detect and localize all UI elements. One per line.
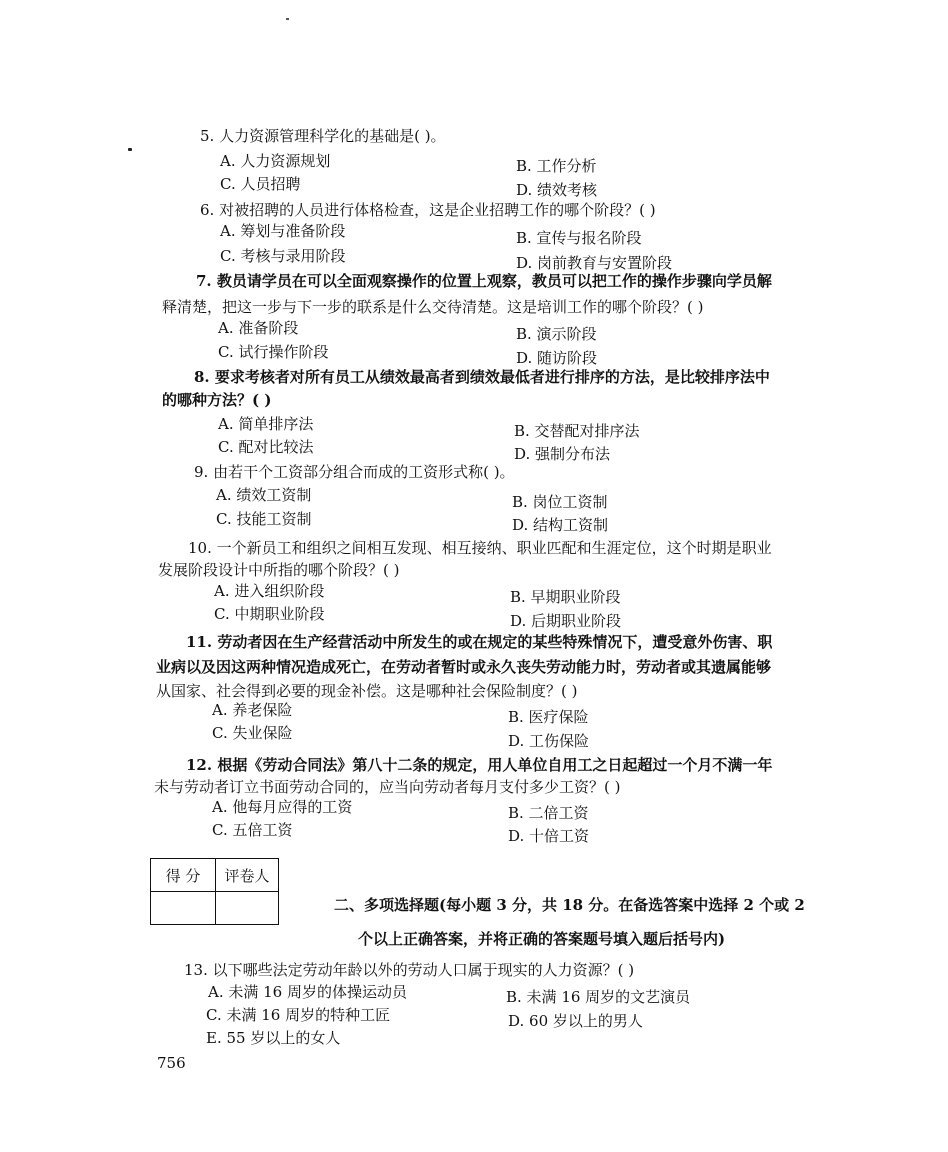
question-8-stem-line1: 8. 要求考核者对所有员工从绩效最高者到绩效最低者进行排序的方法，是比较排序法中 [194, 368, 770, 386]
q11-option-d: D. 工伤保险 [508, 732, 590, 750]
q5-option-b: B. 工作分析 [516, 157, 597, 175]
q11-option-a: A. 养老保险 [212, 701, 293, 719]
question-10-stem-line2: 发展阶段设计中所指的哪个阶段？( ) [158, 561, 400, 579]
q13-option-e: E. 55 岁以上的女人 [206, 1029, 341, 1047]
q10-option-c: C. 中期职业阶段 [214, 605, 325, 623]
q6-option-d: D. 岗前教育与安置阶段 [516, 254, 673, 272]
q7-option-a: A. 准备阶段 [218, 319, 299, 337]
q9-option-b: B. 岗位工资制 [512, 493, 608, 511]
question-7-stem-line1: 7. 教员请学员在可以全面观察操作的位置上观察，教员可以把工作的操作步骤向学员解 [196, 272, 772, 290]
q12-option-b: B. 二倍工资 [508, 804, 589, 822]
q8-option-b: B. 交替配对排序法 [514, 422, 640, 440]
q10-option-d: D. 后期职业阶段 [510, 612, 622, 630]
q6-option-b: B. 宣传与报名阶段 [516, 229, 642, 247]
question-10-stem-line1: 10. 一个新员工和组织之间相互发现、相互接纳、职业匹配和生涯定位，这个时期是职业 [188, 539, 772, 557]
q5-option-c: C. 人员招聘 [220, 175, 301, 193]
q13-option-c: C. 未满 16 周岁的特种工匠 [206, 1006, 391, 1024]
q11-option-c: C. 失业保险 [212, 724, 293, 742]
question-8-stem-line2: 的哪种方法？( ) [162, 391, 272, 409]
page-number: 756 [157, 1054, 186, 1072]
q8-option-c: C. 配对比较法 [218, 438, 314, 456]
question-11-stem-line3: 从国家、社会得到必要的现金补偿。这是哪种社会保险制度？( ) [156, 682, 578, 700]
q8-option-d: D. 强制分布法 [514, 445, 611, 463]
q6-option-c: C. 考核与录用阶段 [220, 247, 346, 265]
q8-option-a: A. 简单排序法 [218, 415, 314, 433]
scan-mark [286, 18, 289, 20]
q12-option-c: C. 五倍工资 [212, 821, 293, 839]
q9-option-c: C. 技能工资制 [216, 510, 312, 528]
score-cell [151, 892, 216, 925]
score-header: 得 分 [151, 859, 216, 892]
question-7-stem-line2: 释清楚，把这一步与下一步的联系是什么交待清楚。这是培训工作的哪个阶段？( ) [162, 298, 704, 316]
q12-option-a: A. 他每月应得的工资 [212, 798, 353, 816]
q9-option-a: A. 绩效工资制 [216, 486, 312, 504]
question-12-stem-line1: 12. 根据《劳动合同法》第八十二条的规定，用人单位自用工之日起超过一个月不满一年 [186, 756, 773, 774]
grader-cell [216, 892, 279, 925]
q13-option-d: D. 60 岁以上的男人 [508, 1012, 643, 1030]
score-table [150, 858, 279, 925]
question-13-stem: 13. 以下哪些法定劳动年龄以外的劳动人口属于现实的人力资源？( ) [184, 961, 635, 979]
question-9-stem: 9. 由若干个工资部分组合而成的工资形式称( )。 [194, 463, 515, 481]
q12-option-d: D. 十倍工资 [508, 827, 590, 845]
scan-dot [128, 148, 132, 151]
question-11-stem-line2: 业病以及因这两种情况造成死亡，在劳动者暂时或永久丧失劳动能力时，劳动者或其遗属能够 [156, 658, 772, 676]
q13-option-b: B. 未满 16 周岁的文艺演员 [506, 988, 691, 1006]
grader-header: 评卷人 [216, 859, 279, 892]
question-11-stem-line1: 11. 劳动者因在生产经营活动中所发生的或在规定的某些特殊情况下，遭受意外伤害、职 [186, 633, 773, 651]
q9-option-d: D. 结构工资制 [512, 516, 609, 534]
q7-option-c: C. 试行操作阶段 [218, 343, 329, 361]
q10-option-a: A. 进入组织阶段 [214, 582, 325, 600]
q10-option-b: B. 早期职业阶段 [510, 588, 621, 606]
q5-option-d: D. 绩效考核 [516, 181, 598, 199]
question-5-stem: 5. 人力资源管理科学化的基础是( )。 [200, 127, 446, 145]
q13-option-a: A. 未满 16 周岁的体操运动员 [208, 983, 407, 1001]
question-6-stem: 6. 对被招聘的人员进行体格检查，这是企业招聘工作的哪个阶段？( ) [200, 201, 656, 219]
question-12-stem-line2: 未与劳动者订立书面劳动合同的，应当向劳动者每月支付多少工资？( ) [154, 778, 621, 796]
section-2-heading-line2: 个以上正确答案，并将正确的答案题号填入题后括号内) [358, 930, 726, 948]
q5-option-a: A. 人力资源规划 [220, 152, 331, 170]
section-2-heading-line1: 二、多项选择题(每小题 3 分，共 18 分。在备选答案中选择 2 个或 2 [334, 896, 805, 914]
q11-option-b: B. 医疗保险 [508, 708, 589, 726]
q6-option-a: A. 筹划与准备阶段 [220, 222, 346, 240]
q7-option-b: B. 演示阶段 [516, 325, 597, 343]
q7-option-d: D. 随访阶段 [516, 349, 598, 367]
